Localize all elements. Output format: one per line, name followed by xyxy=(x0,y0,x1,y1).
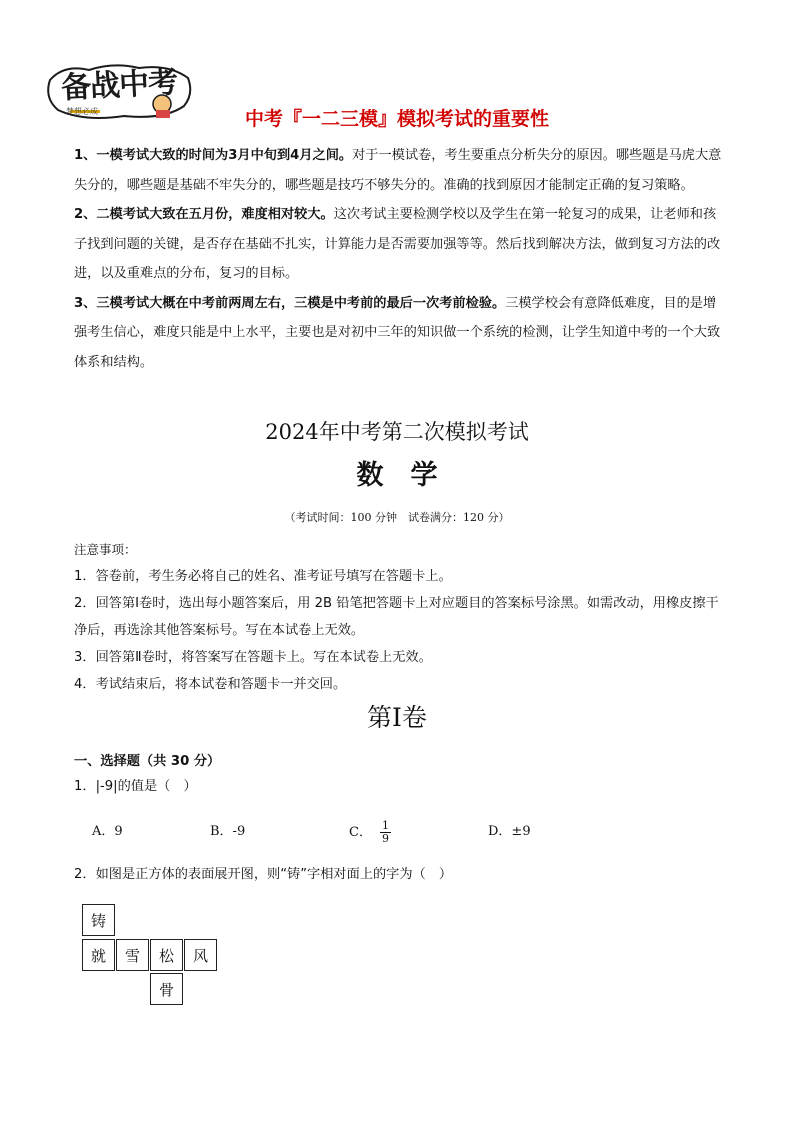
intro-paragraph-1-text: 对于一模试卷，考生要重点分析失分的原因。哪些题是马虎大意失分的，哪些题是基础不牢失分的，哪些题是技巧不够失分的。准确的找到原因才能制定正确的复习策略。 xyxy=(74,148,722,193)
fraction-numerator: 1 xyxy=(381,819,389,832)
intro-paragraph-3-bold: 3、三模考试大概在中考前两周左右，三模是中考前的最后一次考前检验。 xyxy=(74,295,506,311)
notes-item-1: 1．答卷前，考生务必将自己的姓名、准考证号填写在答题卡上。 xyxy=(74,569,452,584)
intro-paragraph-2 xyxy=(74,200,724,289)
question-1-option-b: B．-9 xyxy=(210,824,246,839)
net-cell-6: 骨 xyxy=(150,973,183,1005)
intro-title: 中考『一二三模』模拟考试的重要性 xyxy=(244,108,549,130)
question-1-stem: 1．|-9|的值是（ ） xyxy=(74,779,197,794)
notes xyxy=(74,536,724,698)
exam-subject: 数 学 xyxy=(356,460,438,491)
intro-paragraph-1-bold: 1、一模考试大致的时间为3月中旬到4月之间。 xyxy=(74,148,353,163)
part-title: 第Ⅰ卷 xyxy=(367,703,427,732)
exam-info: （考试时间：100 分钟 试卷满分：120 分） xyxy=(284,511,510,524)
logo-subtext: 梦想必成 xyxy=(66,107,98,116)
cube-net xyxy=(82,904,222,1008)
notes-item-4: 4．考试结束后，将本试卷和答题卡一并交回。 xyxy=(74,677,347,692)
question-1-option-a: A．9 xyxy=(92,824,123,839)
intro-paragraph-3-text: 三模学校会有意降低难度，目的是增强考生信心，难度只能是中上水平，主要也是对初中三年的知识做一个系统的检测，让学生知道中考的一个大致体系和结构。 xyxy=(74,295,721,370)
notes-item-3: 3．回答第Ⅱ卷时，将答案写在答题卡上。写在本试卷上无效。 xyxy=(74,650,432,665)
question-2-stem: 2．如图是正方体的表面展开图，则“铸”字相对面上的字为（ ） xyxy=(74,867,453,882)
intro-paragraphs xyxy=(74,141,724,377)
intro-paragraph-2-bold: 2、二模考试大致在五月份，难度相对较大。 xyxy=(74,207,334,222)
section-heading: 一、选择题（共 30 分） xyxy=(74,754,221,769)
fraction-denominator: 9 xyxy=(381,832,389,845)
question-1-option-c-label: C． xyxy=(349,825,372,840)
fraction xyxy=(380,820,391,845)
notes-heading: 注意事项： xyxy=(74,542,137,557)
net-cell-2: 就 xyxy=(82,939,115,971)
question-1-option-c xyxy=(349,820,391,845)
notes-item-2: 2．回答第Ⅰ卷时，选出每小题答案后，用 2B 铅笔把答题卡上对应题目的答案标号涂黑。如需改动，用橡皮擦干净后，再选涂其他答案标号。写在本试卷上无效。 xyxy=(74,596,719,638)
intro-paragraph-2-text: 这次考试主要检测学校以及学生在第一轮复习的成果，让老师和孩子找到问题的关键，是否存在基础不扎实，计算能力是否需要加强等等。然后找到解决方法，做到复习方法的改进，以及重难点的分布，复习的目标。 xyxy=(74,207,721,281)
net-cell-5: 风 xyxy=(184,939,217,971)
net-cell-3: 雪 xyxy=(116,939,149,971)
intro-paragraph-1 xyxy=(74,141,724,200)
net-cell-4: 松 xyxy=(150,939,183,971)
question-1-option-d: D．±9 xyxy=(488,824,531,839)
net-cell-1: 铸 xyxy=(82,904,115,936)
intro-paragraph-3 xyxy=(74,289,724,378)
logo-text: 备战中考 xyxy=(60,64,179,107)
exam-title: 2024年中考第二次模拟考试 xyxy=(265,420,529,444)
